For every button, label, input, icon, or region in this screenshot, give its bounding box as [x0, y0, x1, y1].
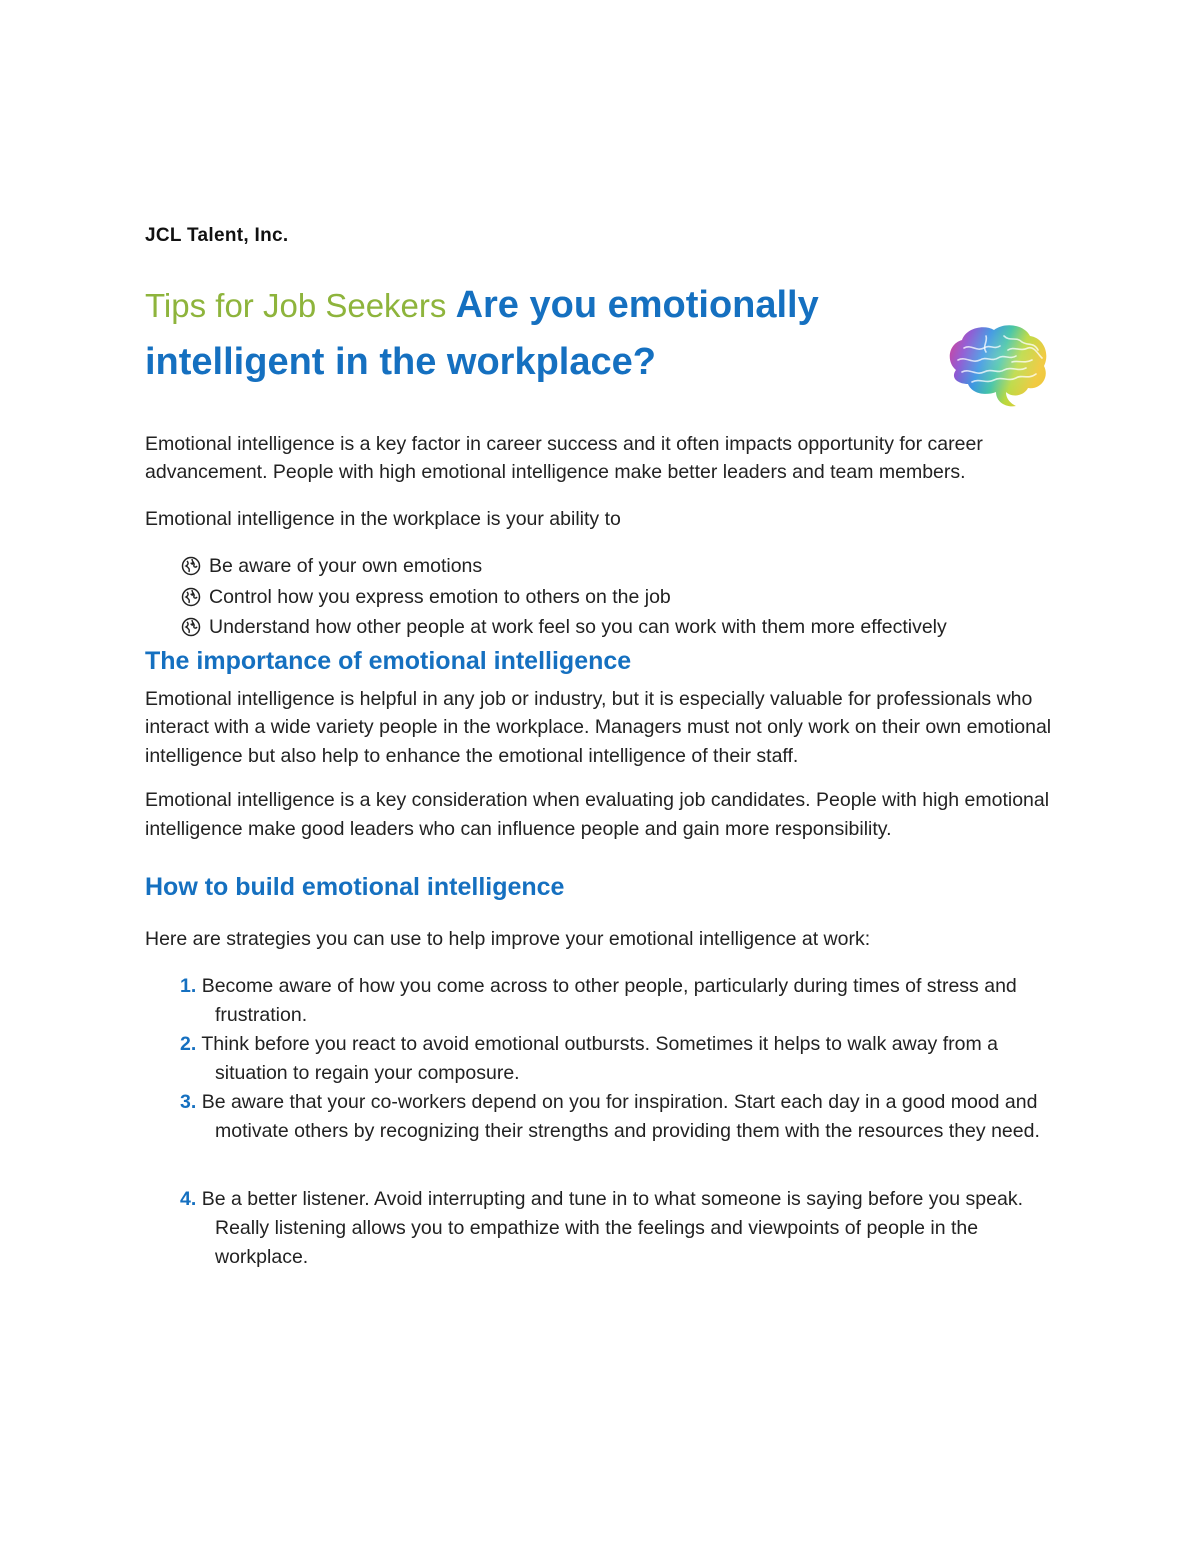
- intro-lead: Emotional intelligence in the workplace is your ability to: [145, 507, 621, 530]
- list-item-text: Control how you express emotion to others on the job: [209, 585, 671, 608]
- importance-paragraph-1: Emotional intelligence is helpful in any job or industry, but it is especially valuable for professionals who interact with a wide variety people in the workplace. Managers must not only work on their own emotional intelligence but also help to enhance the emotional intelligence of their staff.: [145, 687, 1052, 767]
- build-heading: How to build emotional intelligence: [145, 873, 565, 901]
- step-number: 2.: [180, 1032, 197, 1055]
- strategy-list: [145, 972, 1055, 1272]
- list-item: [180, 612, 1055, 643]
- company-name: JCL Talent, Inc.: [145, 225, 289, 246]
- brain-icon: [942, 322, 1052, 408]
- step-number: 3.: [180, 1090, 197, 1113]
- title-kicker: Tips for Job Seekers: [145, 286, 447, 324]
- list-item: [180, 1088, 1055, 1146]
- globe-icon: [180, 555, 202, 577]
- globe-icon: [180, 586, 202, 608]
- step-text: Become aware of how you come across to other people, particularly during times of stress and frustration.: [201, 974, 1017, 1026]
- globe-icon: [180, 616, 202, 638]
- document-page: [145, 222, 1055, 1272]
- list-item: [180, 551, 1055, 582]
- title-block: [145, 277, 935, 390]
- list-item: [180, 1185, 1055, 1272]
- build-lead: Here are strategies you can use to help improve your emotional intelligence at work:: [145, 928, 871, 950]
- list-item-text: Be aware of your own emotions: [209, 555, 483, 577]
- importance-paragraph-2: Emotional intelligence is a key consideration when evaluating job candidates. People with high emotional intelligence make good leaders who can influence people and gain more responsibility.: [145, 789, 1050, 840]
- list-item-text: Understand how other people at work feel so you can work with them more effectively: [209, 616, 947, 638]
- step-text: Think before you react to avoid emotional outbursts. Sometimes it helps to walk away from a situation to regain your composure.: [201, 1032, 998, 1084]
- title-main: Are you emotionally intelligent in the workplace?: [145, 283, 819, 383]
- importance-heading: The importance of emotional intelligence: [145, 646, 632, 675]
- step-text: Be a better listener. Avoid interrupting and tune in to what someone is saying before you speak. Really listening allows you to empathize with the feelings and viewpoints of people in the workplace.: [201, 1187, 1024, 1268]
- list-item: [180, 582, 1055, 613]
- page-title: [145, 277, 935, 390]
- list-item: [180, 1030, 1055, 1088]
- step-text: Be aware that your co-workers depend on you for inspiration. Start each day in a good mood and motivate others by recognizing their strengths and providing them with the resources they need.: [201, 1090, 1040, 1142]
- ability-list: [145, 551, 1055, 643]
- step-number: 1.: [180, 974, 197, 997]
- step-number: 4.: [180, 1187, 197, 1210]
- intro-paragraph: Emotional intelligence is a key factor in career success and it often impacts opportunity for career advancement. People with high emotional intelligence make better leaders and team members.: [145, 432, 983, 483]
- list-item: [180, 972, 1055, 1030]
